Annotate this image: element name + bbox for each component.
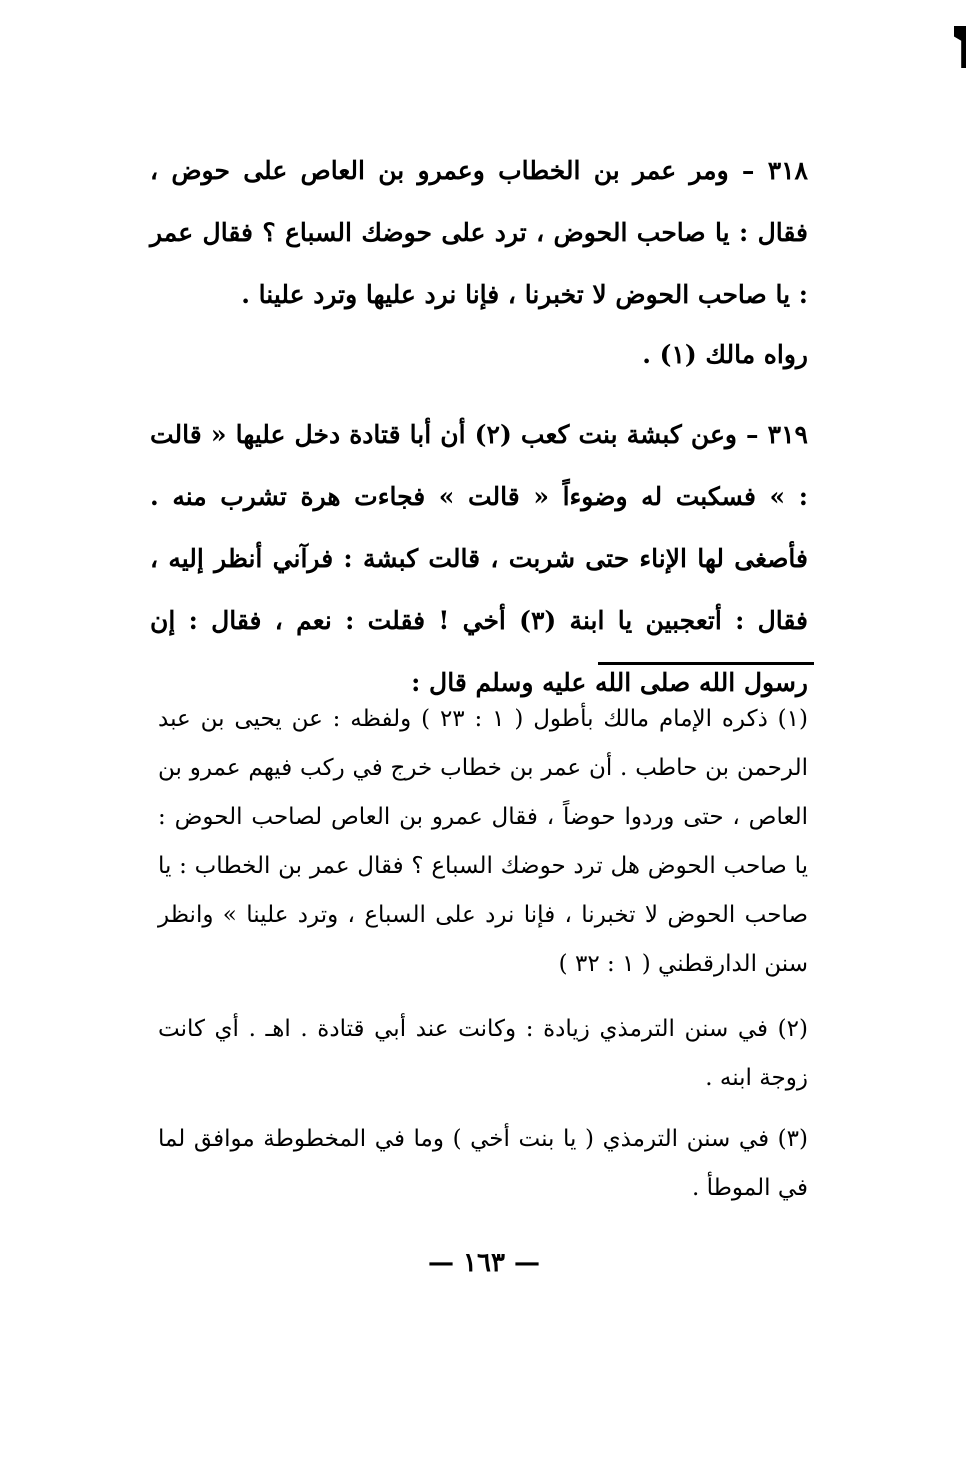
hadith-318-paragraph (150, 140, 808, 326)
hadith-number: ٣١٨ (767, 156, 808, 185)
hadith-319-paragraph (150, 404, 808, 714)
hadith-text: – ومر عمر بن الخطاب وعمرو بن العاص على حوض ، فقال : يا صاحب الحوض ، ترد على حوضك السباع ؟ فقال عمر : يا صاحب الحوض لا تخبرنا ، فإنا نرد عليها وترد علينا . (150, 156, 808, 309)
footnote-divider (598, 662, 814, 665)
footnote-2: (٢) في سنن الترمذي زيادة : وكانت عند أبي قتادة . اهـ . أي كانت زوجة ابنه . (158, 1016, 808, 1091)
hadith-number: ٣١٩ (767, 420, 808, 449)
page-number: — ١٦٣ — (427, 1248, 541, 1278)
hadith-text: – وعن كبشة بنت كعب (٢) أن أبا قتادة دخل عليها « قالت : » فسكبت له وضوءاً « قالت » فجاءت هرة تشرب منه . فأصغى لها الإناء حتى شربت ، قالت كبشة : فرآني أنظر إليه ، فقال : أتعجبين يا ابنة (٣) أخي ! فقلت : نعم ، فقال : إن رسول الله صلى الله عليه وسلم قال : (150, 420, 808, 697)
riwaya-line: رواه مالك (١) . (642, 340, 808, 369)
footnote-1: (١) ذكره الإمام مالك بأطول ( ١ : ٢٣ ) ولفظه : عن يحيى بن عبد الرحمن بن حاطب . أن عمر بن خطاب خرج في ركب فيهم عمرو بن العاص ، حتى وردوا حوضاً ، فقال عمرو بن العاص لصاحب الحوض : يا صاحب الحوض هل ترد حوضك السباع ؟ فقال عمر بن الخطاب : يا صاحب الحوض لا تخبرنا ، فإنا نرد على السباع ، وترد علينا » وانظر سنن الدارقطني ( ١ : ٣٢ ) (158, 706, 808, 977)
footnote-3: (٣) في سنن الترمذي ( يا بنت أخي ) وما في المخطوطة موافق لما في الموطأ . (158, 1126, 808, 1201)
corner-mark (954, 26, 966, 68)
